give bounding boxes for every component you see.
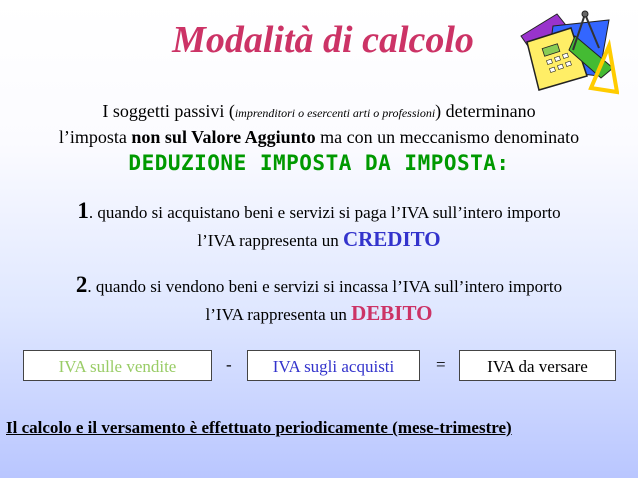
page-title: Modalità di calcolo <box>172 19 474 61</box>
credito-keyword: CREDITO <box>342 227 441 251</box>
intro-line-1: I soggetti passivi (imprenditori o esercenti arti o professioni) determinano <box>102 101 536 121</box>
box-iva-versare: IVA da versare <box>459 350 616 381</box>
item-1-line-2: l’IVA rappresenta un CREDITO <box>197 227 441 251</box>
box-iva-vendite: IVA sulle vendite <box>23 350 212 381</box>
box-iva-acquisti: IVA sugli acquisti <box>247 350 420 381</box>
calculator-drafting-tools-icon <box>513 6 619 96</box>
intro-line-2: l’imposta non sul Valore Aggiunto ma con un meccanismo denominato <box>58 127 580 147</box>
equals-operator: = <box>436 355 446 374</box>
intro-bold-phrase: non sul Valore Aggiunto <box>131 127 316 147</box>
debito-keyword: DEBITO <box>351 301 433 325</box>
item-2-number: 2 <box>75 272 88 297</box>
item-1-line-1: 1. quando si acquistano beni e servizi si paga l’IVA sull’intero importo <box>77 198 561 223</box>
section-heading: DEDUZIONE IMPOSTA DA IMPOSTA: <box>128 151 510 175</box>
item-2-line-2: l’IVA rappresenta un DEBITO <box>205 301 433 325</box>
item-2-line-1: 2. quando si vendono beni e servizi si incassa l’IVA sull’intero importo <box>75 272 563 297</box>
intro-parenthetical: imprenditori o esercenti arti o professioni <box>234 106 436 120</box>
minus-operator: - <box>226 355 232 374</box>
footer-note: Il calcolo e il versamento è effettuato periodicamente (mese-trimestre) <box>6 418 512 437</box>
item-1-number: 1 <box>77 198 89 223</box>
